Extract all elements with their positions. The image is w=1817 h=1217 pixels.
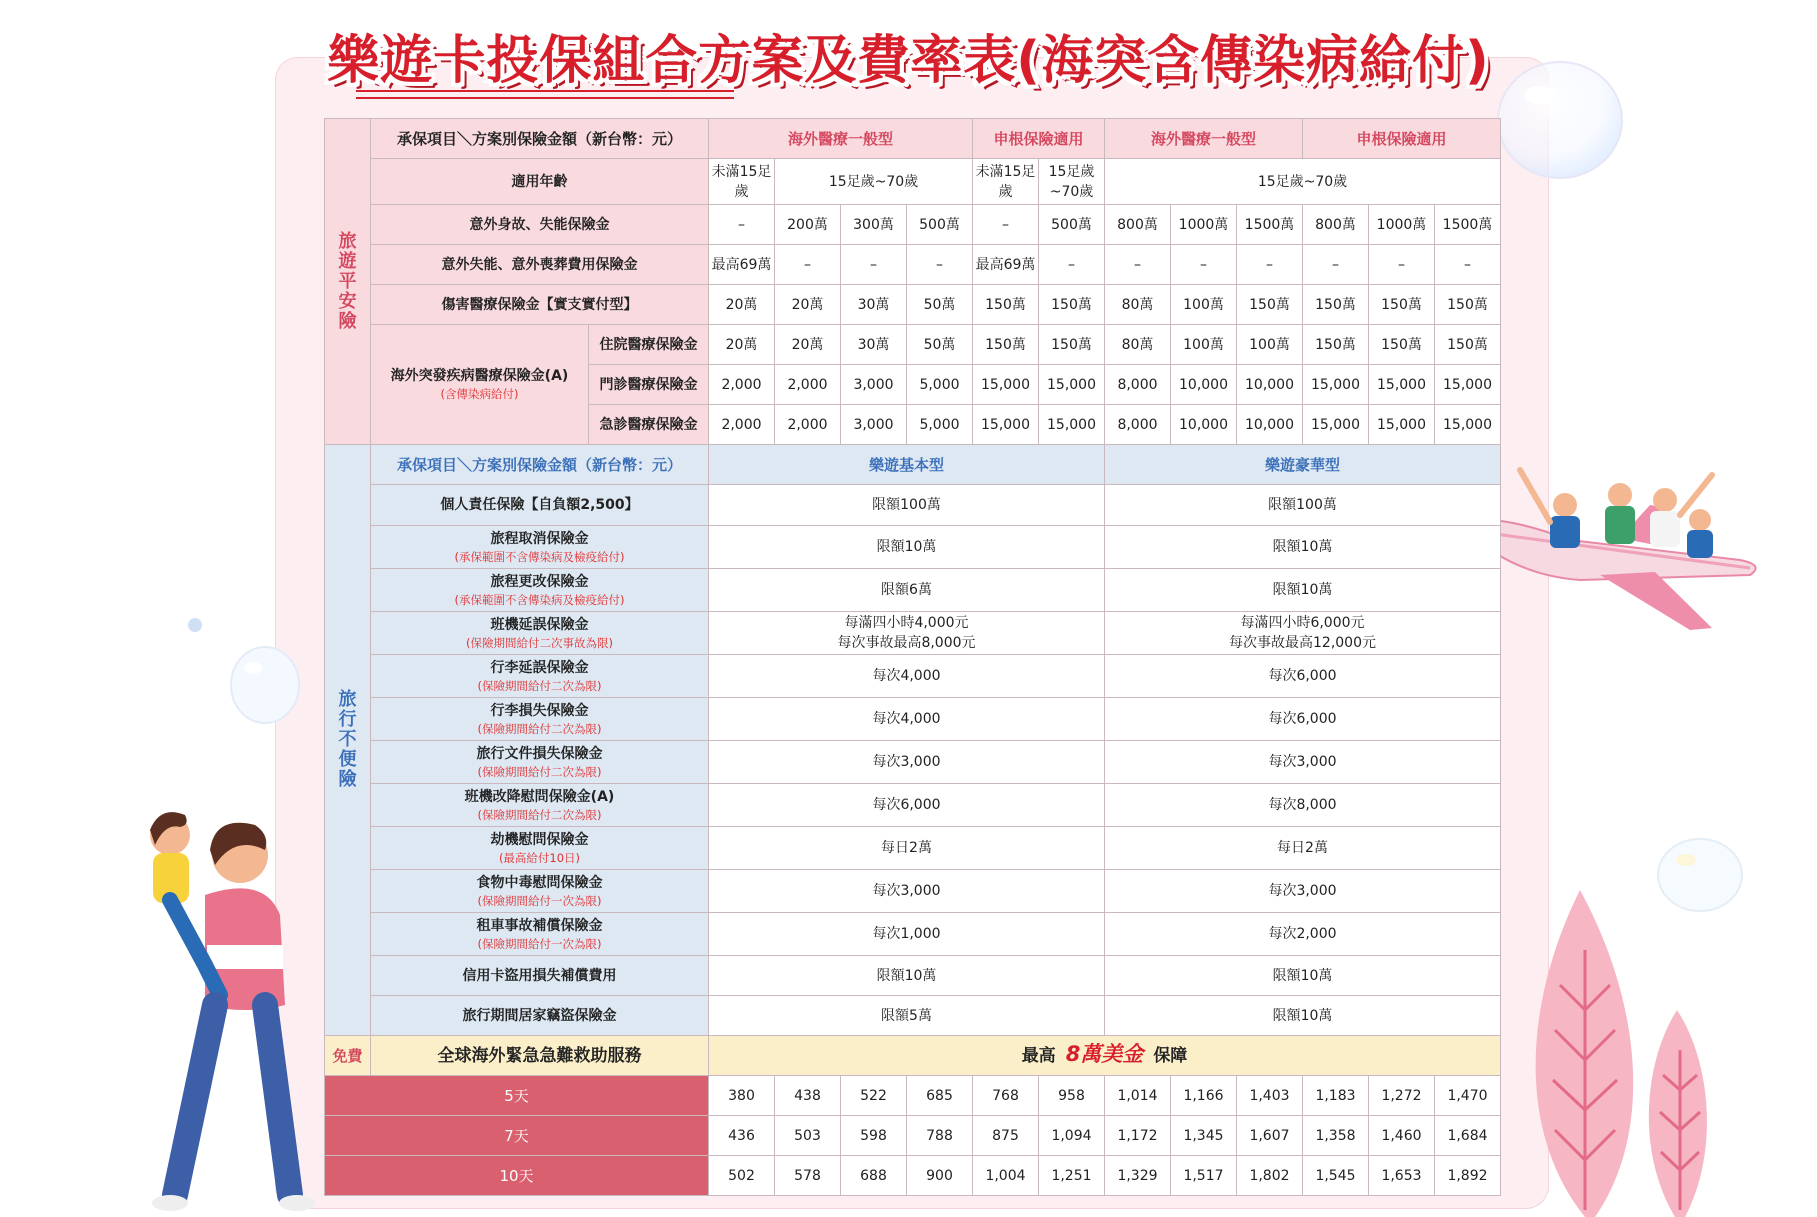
side-char: 險 [338,769,357,790]
value-cell: 10,000 [1237,405,1303,445]
value-cell: 800萬 [1105,205,1171,245]
table-row [325,870,1501,913]
value-cell: – [709,205,775,245]
value-cell: 15,000 [1435,365,1501,405]
basic-value-line: 每次事故最高8,000元 [837,635,976,651]
rate-cell: 1,892 [1435,1156,1501,1196]
deluxe-value-line: 限額10萬 [1272,582,1333,598]
value-cell: 8,000 [1105,365,1171,405]
inconvenience-label [371,827,709,870]
basic-plan-value [709,741,1105,784]
value-cell: 15,000 [1039,405,1105,445]
rate-cell: 1,272 [1369,1076,1435,1116]
value-cell: 15,000 [973,405,1039,445]
table-row [325,445,1501,485]
free-service-suffix: 保障 [1153,1046,1188,1066]
inconvenience-label [371,526,709,569]
basic-value-line: 限額10萬 [876,967,937,984]
benefit-label: 傷害醫療保險金【實支實付型】 [371,285,709,325]
sub-benefit-label: 門診醫療保險金 [589,365,709,405]
side-char: 便 [338,749,357,770]
side-char: 險 [338,310,357,332]
side-char: 旅 [338,230,357,252]
side-char: 平 [338,270,357,292]
basic-value-line: 每滿四小時4,000元 [844,615,969,631]
value-cell: 20萬 [775,285,841,325]
basic-value-line: 每次6,000 [872,797,941,813]
plan-header: 樂遊基本型 [709,445,1105,485]
rate-cell: 1,329 [1105,1156,1171,1196]
group-header: 申根保險適用 [973,119,1105,159]
deluxe-plan-value [1105,655,1501,698]
table-row [325,741,1501,784]
rate-cell: 875 [973,1116,1039,1156]
value-cell: 100萬 [1171,325,1237,365]
inconvenience-label [371,485,709,526]
table-row [325,1036,1501,1076]
value-cell: 20萬 [775,325,841,365]
sub-benefit-label: 急診醫療保險金 [589,405,709,445]
deluxe-value-line: 每次3,000 [1268,754,1337,770]
deluxe-value-line: 限額10萬 [1272,1007,1333,1024]
group-header: 海外醫療一般型 [1105,119,1303,159]
value-cell: 15,000 [1369,405,1435,445]
benefit-note: (最高給付10日) [498,850,581,865]
deluxe-value-line: 每次6,000 [1268,668,1337,684]
rate-cell: 1,004 [973,1156,1039,1196]
value-cell: 30萬 [841,285,907,325]
value-cell: – [1303,245,1369,285]
rate-cell: 685 [907,1076,973,1116]
deluxe-plan-value [1105,996,1501,1036]
deluxe-plan-value [1105,526,1501,569]
basic-value-line: 限額10萬 [876,539,937,555]
table-row [325,996,1501,1036]
age-cell: 15足歲~70歲 [1039,159,1105,205]
sub-benefit-label: 住院醫療保險金 [589,325,709,365]
value-cell: 50萬 [907,325,973,365]
value-cell: 2,000 [709,365,775,405]
benefit-title: 班機延誤保險金 [490,616,589,633]
deluxe-value-line: 限額10萬 [1272,539,1333,555]
rate-cell: 502 [709,1156,775,1196]
deluxe-plan-value [1105,698,1501,741]
value-cell: – [1105,245,1171,285]
rate-cell: 598 [841,1116,907,1156]
deluxe-plan-value [1105,741,1501,784]
deluxe-plan-value [1105,784,1501,827]
deluxe-value-line: 每次3,000 [1268,883,1337,899]
group-header: 海外醫療一般型 [709,119,973,159]
table-row [325,159,1501,205]
benefit-note: (承保範圍不含傳染病及檢疫給付) [454,549,625,564]
basic-plan-value [709,655,1105,698]
inconvenience-label [371,698,709,741]
value-cell: 80萬 [1105,285,1171,325]
value-cell: 3,000 [841,365,907,405]
deluxe-plan-value [1105,612,1501,655]
basic-value-line: 每次3,000 [872,883,941,899]
value-cell: – [1039,245,1105,285]
parent-child-illustration-icon [115,805,315,1215]
benefit-title: 行李損失保險金 [490,702,589,719]
side-char: 不 [338,729,357,750]
value-cell: 5,000 [907,405,973,445]
free-service-label: 全球海外緊急急難救助服務 [371,1036,709,1076]
table-row [325,655,1501,698]
side-char: 安 [338,290,357,312]
value-cell: 15,000 [1435,405,1501,445]
value-cell: 150萬 [1039,325,1105,365]
age-cell: 未滿15足歲 [709,159,775,205]
table-row [325,913,1501,956]
benefit-title: 信用卡盜用損失補償費用 [462,967,617,984]
value-cell: 150萬 [973,325,1039,365]
rate-cell: 1,684 [1435,1116,1501,1156]
free-service-prefix: 最高 [1021,1046,1056,1066]
rate-days-label: 7天 [325,1116,709,1156]
table-row [325,1076,1501,1116]
benefit-label: 意外身故、失能保險金 [371,205,709,245]
benefit-note: (承保範圍不含傳染病及檢疫給付) [454,592,625,607]
value-cell: 10,000 [1171,405,1237,445]
group-header: 申根保險適用 [1303,119,1501,159]
value-cell: – [1237,245,1303,285]
deluxe-value-line: 每次事故最高12,000元 [1229,635,1376,651]
benefit-title: 旅行期間居家竊盜保險金 [462,1007,617,1024]
sudden-illness-note: (含傳染病給付) [440,387,519,401]
benefit-label: 意外失能、意外喪葬費用保險金 [371,245,709,285]
table-row [325,119,1501,159]
value-cell: 1000萬 [1171,205,1237,245]
value-cell: 150萬 [1435,285,1501,325]
benefit-note: (保險期間給付二次為限) [477,721,602,736]
rate-cell: 1,172 [1105,1116,1171,1156]
rate-cell: 380 [709,1076,775,1116]
value-cell: 150萬 [1303,325,1369,365]
rate-days-label: 5天 [325,1076,709,1116]
deluxe-plan-value [1105,913,1501,956]
basic-value-line: 限額5萬 [881,1007,932,1024]
basic-value-line: 每次1,000 [872,926,941,942]
table-row [325,698,1501,741]
rate-cell: 1,345 [1171,1116,1237,1156]
value-cell: 15,000 [1303,365,1369,405]
value-cell: 20萬 [709,325,775,365]
rate-cell: 688 [841,1156,907,1196]
value-cell: 最高69萬 [973,245,1039,285]
table-row [325,1156,1501,1196]
value-cell: 5,000 [907,365,973,405]
value-cell: 100萬 [1171,285,1237,325]
age-cell: 15足歲~70歲 [775,159,973,205]
basic-plan-value [709,956,1105,996]
basic-plan-value [709,698,1105,741]
benefit-note: (保險期間給付一次為限) [477,893,602,908]
section-b-side-label [325,445,371,1036]
rate-cell: 436 [709,1116,775,1156]
dot-icon [185,615,205,635]
rate-cell: 1,653 [1369,1156,1435,1196]
benefit-title: 行李延誤保險金 [490,659,589,676]
rate-cell: 768 [973,1076,1039,1116]
table-row [325,205,1501,245]
basic-plan-value [709,485,1105,526]
benefit-title: 班機改降慰問保險金(A) [464,788,615,805]
table-row [325,956,1501,996]
table-row [325,569,1501,612]
table-row [325,612,1501,655]
inconvenience-label [371,569,709,612]
value-cell: 500萬 [907,205,973,245]
value-cell: 15,000 [1039,365,1105,405]
table-row [325,827,1501,870]
value-cell: 1500萬 [1237,205,1303,245]
basic-value-line: 每次4,000 [872,711,941,727]
value-cell: 200萬 [775,205,841,245]
basic-value-line: 每次4,000 [872,668,941,684]
rate-cell: 1,460 [1369,1116,1435,1156]
benefit-title: 租車事故補償保險金 [476,917,603,934]
deluxe-plan-value [1105,827,1501,870]
value-cell: 10,000 [1171,365,1237,405]
value-cell: – [973,205,1039,245]
side-char: 行 [338,709,357,730]
table-row [325,526,1501,569]
table-row [325,485,1501,526]
inconvenience-label [371,996,709,1036]
basic-value-line: 限額100萬 [872,497,941,513]
rate-cell: 1,607 [1237,1116,1303,1156]
deluxe-value-line: 每日2萬 [1277,840,1328,856]
value-cell: 20萬 [709,285,775,325]
free-service-value [709,1036,1501,1076]
benefit-title: 旅程取消保險金 [490,530,589,547]
value-cell: 150萬 [1237,285,1303,325]
inconvenience-label [371,741,709,784]
age-cell: 15足歲~70歲 [1105,159,1501,205]
value-cell: 300萬 [841,205,907,245]
table-row [325,325,1501,365]
value-cell: 最高69萬 [709,245,775,285]
basic-plan-value [709,784,1105,827]
basic-plan-value [709,996,1105,1036]
value-cell: 800萬 [1303,205,1369,245]
deluxe-plan-value [1105,569,1501,612]
deluxe-plan-value [1105,956,1501,996]
sudden-illness-title: 海外突發疾病醫療保險金(A) [390,368,569,384]
benefit-title: 劫機慰問保險金 [490,831,589,848]
value-cell: 15,000 [973,365,1039,405]
deluxe-value-line: 每滿四小時6,000元 [1240,615,1365,631]
age-cell: 未滿15足歲 [973,159,1039,205]
value-cell: 150萬 [1039,285,1105,325]
section-a-header-label: 承保項目＼方案別保險金額（新台幣：元） [371,119,709,159]
rate-cell: 1,802 [1237,1156,1303,1196]
rate-cell: 1,517 [1171,1156,1237,1196]
benefit-note: (保險期間給付二次為限) [477,807,602,822]
rate-cell: 438 [775,1076,841,1116]
basic-plan-value [709,827,1105,870]
value-cell: – [841,245,907,285]
value-cell: 2,000 [775,365,841,405]
benefit-note: (保險期間給付一次為限) [477,936,602,951]
value-cell: 150萬 [1369,285,1435,325]
page-title: 樂遊卡投保組合方案及費率表(海突含傳染病給付) [327,31,1490,91]
rate-days-label: 10天 [325,1156,709,1196]
value-cell: 1500萬 [1435,205,1501,245]
free-tag: 免費 [325,1036,371,1076]
rate-cell: 1,094 [1039,1116,1105,1156]
rate-cell: 1,251 [1039,1156,1105,1196]
benefit-title: 旅行文件損失保險金 [476,745,603,762]
deluxe-value-line: 每次8,000 [1268,797,1337,813]
deluxe-value-line: 限額100萬 [1268,497,1337,513]
value-cell: 2,000 [775,405,841,445]
section-a-side-label [325,119,371,445]
inconvenience-label [371,913,709,956]
benefit-note: (保險期間給付二次事故為限) [466,635,613,650]
value-cell: – [1435,245,1501,285]
deluxe-plan-value [1105,870,1501,913]
inconvenience-label [371,612,709,655]
inconvenience-label [371,784,709,827]
free-service-amount: 8萬美金 [1065,1042,1144,1066]
benefit-title: 個人責任保險【自負額2,500】 [440,497,639,513]
table-row [325,784,1501,827]
value-cell: 8,000 [1105,405,1171,445]
plan-header: 樂遊豪華型 [1105,445,1501,485]
value-cell: 100萬 [1237,325,1303,365]
value-cell: – [775,245,841,285]
side-char: 遊 [338,250,357,272]
basic-plan-value [709,612,1105,655]
inconvenience-label [371,956,709,996]
deluxe-value-line: 限額10萬 [1272,967,1333,984]
title-underline [356,90,734,99]
value-cell: 150萬 [1435,325,1501,365]
value-cell: 30萬 [841,325,907,365]
benefit-note: (保險期間給付二次為限) [477,764,602,779]
age-label: 適用年齡 [371,159,709,205]
benefit-note: (保險期間給付二次為限) [477,678,602,693]
value-cell: 2,000 [709,405,775,445]
rate-cell: 1,470 [1435,1076,1501,1116]
section-b-header-label: 承保項目＼方案別保險金額（新台幣：元） [371,445,709,485]
rate-cell: 503 [775,1116,841,1156]
inconvenience-label [371,870,709,913]
rate-cell: 1,014 [1105,1076,1171,1116]
value-cell: – [907,245,973,285]
rate-cell: 958 [1039,1076,1105,1116]
value-cell: 1000萬 [1369,205,1435,245]
rate-cell: 578 [775,1156,841,1196]
rate-cell: 1,166 [1171,1076,1237,1116]
basic-plan-value [709,870,1105,913]
value-cell: 50萬 [907,285,973,325]
sudden-illness-label [371,325,589,445]
basic-plan-value [709,569,1105,612]
value-cell: 500萬 [1039,205,1105,245]
value-cell: 3,000 [841,405,907,445]
inconvenience-label [371,655,709,698]
basic-value-line: 每次3,000 [872,754,941,770]
rate-cell: 900 [907,1156,973,1196]
deluxe-plan-value [1105,485,1501,526]
rate-cell: 1,403 [1237,1076,1303,1116]
deluxe-value-line: 每次2,000 [1268,926,1337,942]
table-row [325,1116,1501,1156]
bubble-icon [225,640,305,730]
benefit-title: 旅程更改保險金 [490,573,589,590]
value-cell: 80萬 [1105,325,1171,365]
basic-value-line: 限額6萬 [881,582,932,598]
pink-tree-icon [1505,890,1735,1217]
value-cell: – [1171,245,1237,285]
value-cell: 15,000 [1369,365,1435,405]
table-row [325,245,1501,285]
rate-cell: 1,183 [1303,1076,1369,1116]
table-row [325,285,1501,325]
value-cell: 150萬 [1369,325,1435,365]
value-cell: 15,000 [1303,405,1369,445]
value-cell: 10,000 [1237,365,1303,405]
plan-rate-table [324,118,1501,1196]
rate-cell: 522 [841,1076,907,1116]
value-cell: – [1369,245,1435,285]
basic-plan-value [709,913,1105,956]
benefit-title: 食物中毒慰問保險金 [476,874,603,891]
basic-value-line: 每日2萬 [881,840,932,856]
value-cell: 150萬 [973,285,1039,325]
value-cell: 150萬 [1303,285,1369,325]
rate-cell: 788 [907,1116,973,1156]
basic-plan-value [709,526,1105,569]
rate-cell: 1,358 [1303,1116,1369,1156]
side-char: 旅 [338,689,357,710]
rate-cell: 1,545 [1303,1156,1369,1196]
deluxe-value-line: 每次6,000 [1268,711,1337,727]
